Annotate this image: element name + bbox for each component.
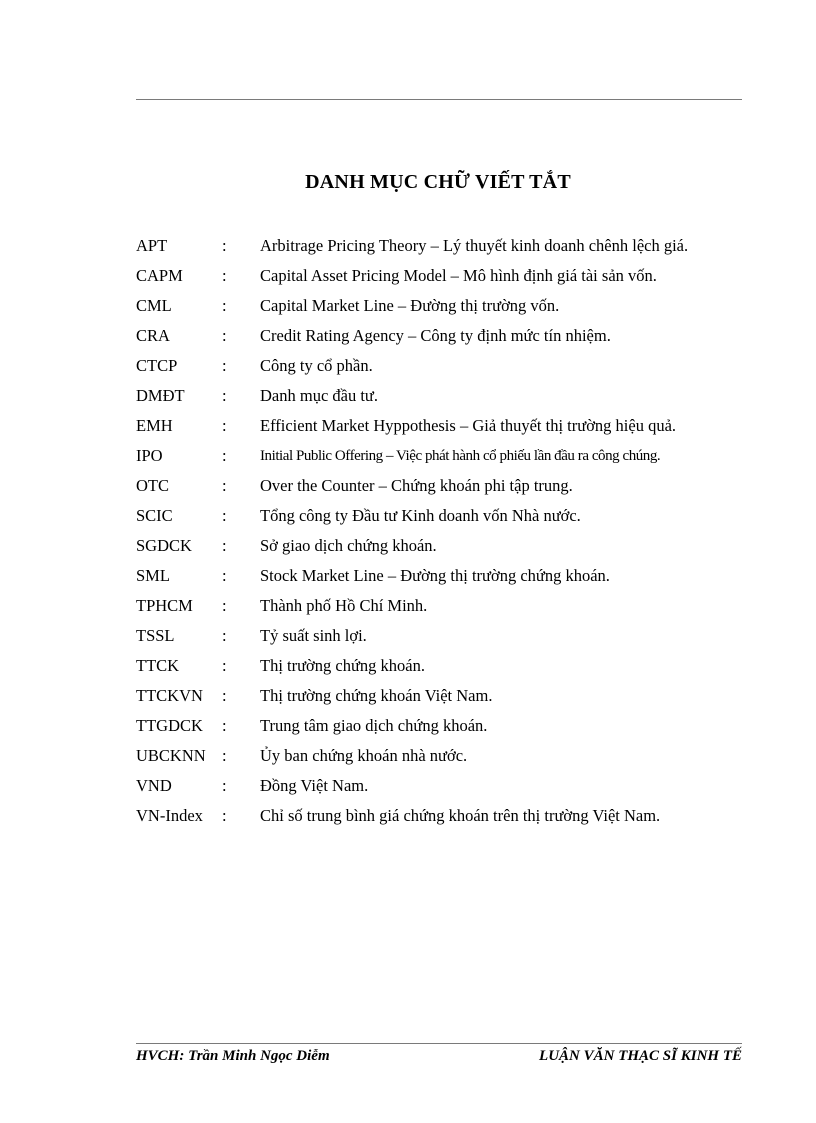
abbreviation-list — [136, 234, 756, 834]
footer-author: HVCH: Trần Minh Ngọc Diễm — [136, 1048, 330, 1064]
abbreviation-row — [136, 714, 756, 744]
abbreviation-separator: : — [222, 566, 227, 585]
abbreviation-separator: : — [222, 296, 227, 315]
abbreviation-definition: Tỷ suất sinh lợi. — [260, 626, 367, 645]
abbreviation-row — [136, 564, 756, 594]
abbreviation-term: TTCK — [136, 656, 180, 675]
abbreviation-definition: Danh mục đầu tư. — [260, 386, 378, 405]
abbreviation-term: UBCKNN — [136, 746, 206, 765]
abbreviation-term: SML — [136, 566, 170, 585]
abbreviation-row — [136, 384, 756, 414]
page-title: DANH MỤC CHỮ VIẾT TẮT — [305, 171, 571, 193]
abbreviation-separator: : — [222, 806, 227, 825]
abbreviation-row — [136, 354, 756, 384]
abbreviation-separator: : — [222, 386, 227, 405]
abbreviation-term: TTGDCK — [136, 716, 203, 735]
abbreviation-definition: Stock Market Line – Đường thị trường chứng khoán. — [260, 566, 610, 585]
abbreviation-separator: : — [222, 716, 227, 735]
abbreviation-term: SCIC — [136, 506, 173, 525]
abbreviation-definition: Thành phố Hồ Chí Minh. — [260, 596, 428, 615]
abbreviation-definition: Đồng Việt Nam. — [260, 776, 369, 795]
abbreviation-separator: : — [222, 446, 227, 465]
abbreviation-term: VND — [136, 776, 172, 795]
header-rule — [136, 99, 742, 100]
abbreviation-row — [136, 804, 756, 834]
abbreviation-term: VN-Index — [136, 806, 203, 825]
abbreviation-separator: : — [222, 506, 227, 525]
abbreviation-row — [136, 444, 756, 474]
abbreviation-definition: Capital Asset Pricing Model – Mô hình định giá tài sản vốn. — [260, 266, 657, 285]
abbreviation-row — [136, 324, 756, 354]
abbreviation-row — [136, 234, 756, 264]
abbreviation-term: IPO — [136, 446, 163, 465]
abbreviation-separator: : — [222, 236, 227, 255]
footer-thesis-type: LUẬN VĂN THẠC SĨ KINH TẾ — [539, 1048, 742, 1064]
abbreviation-definition: Initial Public Offering – Việc phát hành cổ phiếu lần đầu ra công chúng. — [260, 448, 661, 464]
abbreviation-term: CAPM — [136, 266, 183, 285]
abbreviation-term: DMĐT — [136, 386, 185, 405]
abbreviation-separator: : — [222, 416, 227, 435]
abbreviation-separator: : — [222, 626, 227, 645]
abbreviation-term: TPHCM — [136, 596, 193, 615]
abbreviation-separator: : — [222, 266, 227, 285]
abbreviation-definition: Capital Market Line – Đường thị trường vốn. — [260, 296, 560, 315]
abbreviation-row — [136, 414, 756, 444]
abbreviation-row — [136, 624, 756, 654]
abbreviation-term: TSSL — [136, 626, 175, 645]
abbreviation-definition: Thị trường chứng khoán. — [260, 656, 425, 675]
abbreviation-definition: Trung tâm giao dịch chứng khoán. — [260, 716, 488, 735]
abbreviation-row — [136, 474, 756, 504]
abbreviation-definition: Credit Rating Agency – Công ty định mức tín nhiệm. — [260, 326, 611, 345]
abbreviation-row — [136, 774, 756, 804]
abbreviation-separator: : — [222, 536, 227, 555]
abbreviation-row — [136, 264, 756, 294]
abbreviation-row — [136, 654, 756, 684]
abbreviation-definition: Efficient Market Hyppothesis – Giả thuyết thị trường hiệu quả. — [260, 416, 677, 435]
abbreviation-row — [136, 504, 756, 534]
abbreviation-row — [136, 684, 756, 714]
abbreviation-separator: : — [222, 596, 227, 615]
abbreviation-separator: : — [222, 656, 227, 675]
abbreviation-definition: Thị trường chứng khoán Việt Nam. — [260, 686, 493, 705]
abbreviation-row — [136, 594, 756, 624]
abbreviation-term: APT — [136, 236, 168, 255]
abbreviation-row — [136, 294, 756, 324]
abbreviation-definition: Over the Counter – Chứng khoán phi tập trung. — [260, 476, 573, 495]
abbreviation-separator: : — [222, 476, 227, 495]
abbreviation-term: EMH — [136, 416, 173, 435]
abbreviation-term: CTCP — [136, 356, 178, 375]
abbreviation-row — [136, 534, 756, 564]
abbreviation-definition: Công ty cổ phần. — [260, 356, 373, 375]
abbreviation-term: TTCKVN — [136, 686, 203, 705]
abbreviation-row — [136, 744, 756, 774]
abbreviation-separator: : — [222, 326, 227, 345]
abbreviation-term: CRA — [136, 326, 170, 345]
footer-rule — [136, 1043, 742, 1044]
abbreviation-separator: : — [222, 776, 227, 795]
abbreviation-term: OTC — [136, 476, 169, 495]
abbreviation-separator: : — [222, 746, 227, 765]
abbreviation-definition: Ủy ban chứng khoán nhà nước. — [260, 746, 468, 765]
abbreviation-separator: : — [222, 356, 227, 375]
abbreviation-term: SGDCK — [136, 536, 192, 555]
abbreviation-definition: Tổng công ty Đầu tư Kinh doanh vốn Nhà nước. — [260, 506, 581, 525]
abbreviation-definition: Sở giao dịch chứng khoán. — [260, 536, 437, 555]
abbreviation-term: CML — [136, 296, 172, 315]
abbreviation-separator: : — [222, 686, 227, 705]
abbreviation-definition: Arbitrage Pricing Theory – Lý thuyết kinh doanh chênh lệch giá. — [260, 236, 689, 255]
abbreviation-definition: Chỉ số trung bình giá chứng khoán trên thị trường Việt Nam. — [260, 806, 661, 825]
